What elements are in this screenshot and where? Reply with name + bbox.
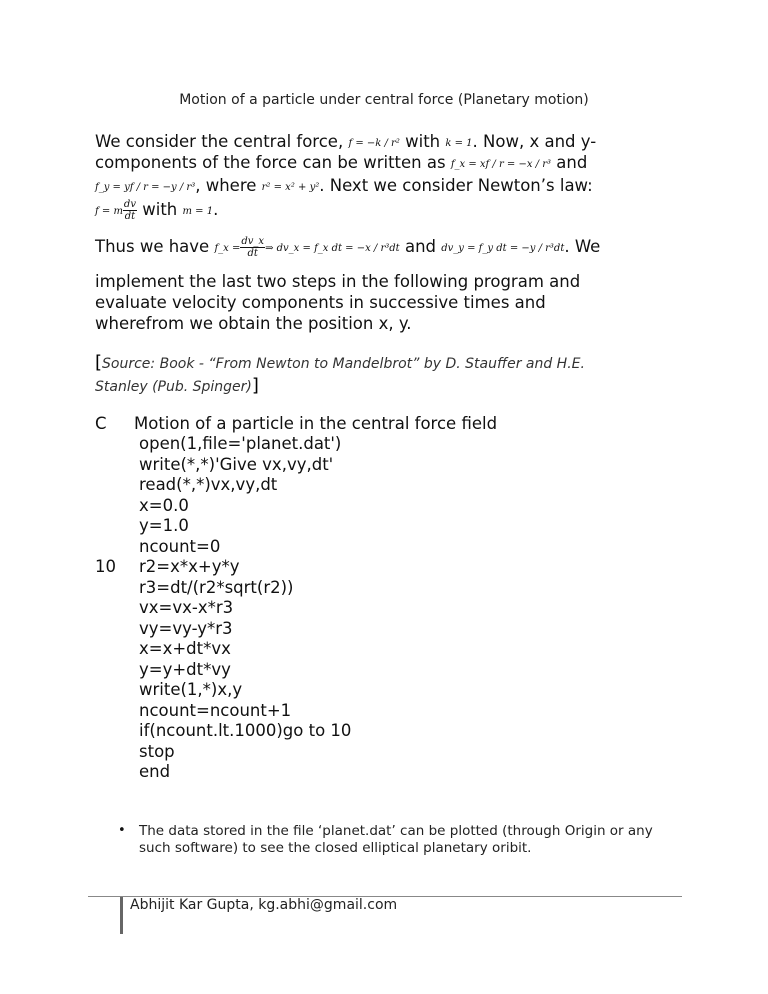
source-text: Stanley (Pub. Spinger) <box>95 379 252 395</box>
intro-text: with <box>142 200 178 219</box>
source-text: Source: Book - “From Newton to Mandelbrot” by D. Stauffer and H.E. <box>102 356 585 372</box>
footer-vertical-bar <box>120 897 123 934</box>
intro-line-5 <box>95 236 715 259</box>
code-line: x=x+dt*vx <box>139 639 231 658</box>
intro-line-4 <box>95 199 695 222</box>
code-line: r3=dt/(r2*sqrt(r2)) <box>139 577 294 597</box>
code-line: write(*,*)'Give vx,vy,dt' <box>139 454 334 474</box>
equation-dvy: dv_y = f_y dt = −y / r³dt <box>441 243 565 254</box>
intro-text: . <box>213 200 219 219</box>
equation-newton-fraction: $\frac{dv}{dt}$ <box>123 199 136 222</box>
equation-fx2-lhs: f_x = <box>214 243 241 254</box>
intro-text: with <box>405 132 441 151</box>
intro-text: components of the force can be written as <box>95 153 446 172</box>
code-line: x=0.0 <box>139 495 189 515</box>
intro-text: and <box>404 237 436 256</box>
equation-force: f = −k / r² <box>348 138 400 149</box>
code-line: y=y+dt*vy <box>139 659 231 679</box>
source-citation <box>95 352 695 398</box>
equation-dvx: ⇒ dv_x = f_x dt = −x / r³dt <box>265 243 400 254</box>
intro-line-8: wherefrom we obtain the position x, y. <box>95 314 412 333</box>
intro-line-2 <box>95 152 695 175</box>
intro-text: . Now, x and y- <box>472 132 597 151</box>
intro-line-7: evaluate velocity components in successive times and <box>95 293 546 312</box>
code-line: vy=vy-y*r3 <box>139 618 233 638</box>
source-close-bracket: ] <box>251 375 259 396</box>
code-label-10: 10 <box>95 557 116 576</box>
intro-text: Thus we have <box>95 237 210 256</box>
equation-fx: f_x = xf / r = −x / r³ <box>450 159 552 170</box>
page-title: Motion of a particle under central force (Planetary motion) <box>179 92 589 108</box>
equation-fx2-fraction: $\frac{dv\_x}{dt}$ <box>241 236 265 259</box>
intro-line-1 <box>95 131 695 154</box>
code-line: if(ncount.lt.1000)go to 10 <box>139 721 352 740</box>
code-line: ncount=0 <box>139 536 221 556</box>
intro-text: and <box>556 153 588 172</box>
code-line: y=1.0 <box>139 516 189 535</box>
intro-text: , where <box>195 176 257 195</box>
code-comment: Motion of a particle in the central force field <box>134 414 498 433</box>
source-open-bracket: [ <box>95 352 103 373</box>
code-line: write(1,*)x,y <box>139 680 243 699</box>
equation-newton-lhs: f = m <box>95 206 123 217</box>
code-line: open(1,file='planet.dat') <box>139 434 342 453</box>
code-line: read(*,*)vx,vy,dt <box>139 475 278 494</box>
bullet-icon: • <box>118 823 126 838</box>
equation-m: m = 1 <box>182 206 214 217</box>
source-line-2 <box>95 375 695 398</box>
intro-text: . Next we consider Newton’s law: <box>319 176 593 195</box>
intro-line-3 <box>95 175 695 198</box>
intro-line-6: implement the last two steps in the following program and <box>95 272 581 291</box>
code-comment-marker: C <box>95 414 107 433</box>
bullet-text: The data stored in the file ‘planet.dat’ can be plotted (through Origin or any such software) to see the closed elliptical planetary oribit. <box>139 823 653 856</box>
intro-text: We consider the central force, <box>95 132 344 151</box>
code-line: end <box>139 762 171 781</box>
equation-r2: r² = x² + y² <box>261 182 320 193</box>
footer-author: Abhijit Kar Gupta, kg.abhi@gmail.com <box>130 897 398 913</box>
intro-text: . We <box>564 237 601 256</box>
code-line: ncount=ncount+1 <box>139 700 292 720</box>
code-line: vx=vx-x*r3 <box>139 598 234 617</box>
equation-k: k = 1 <box>445 138 473 149</box>
code-line: r2=x*x+y*y <box>139 557 240 576</box>
source-line-1 <box>95 352 695 375</box>
code-line: stop <box>139 741 175 761</box>
equation-fy: f_y = yf / r = −y / r³ <box>95 182 196 193</box>
code-block <box>139 434 351 783</box>
